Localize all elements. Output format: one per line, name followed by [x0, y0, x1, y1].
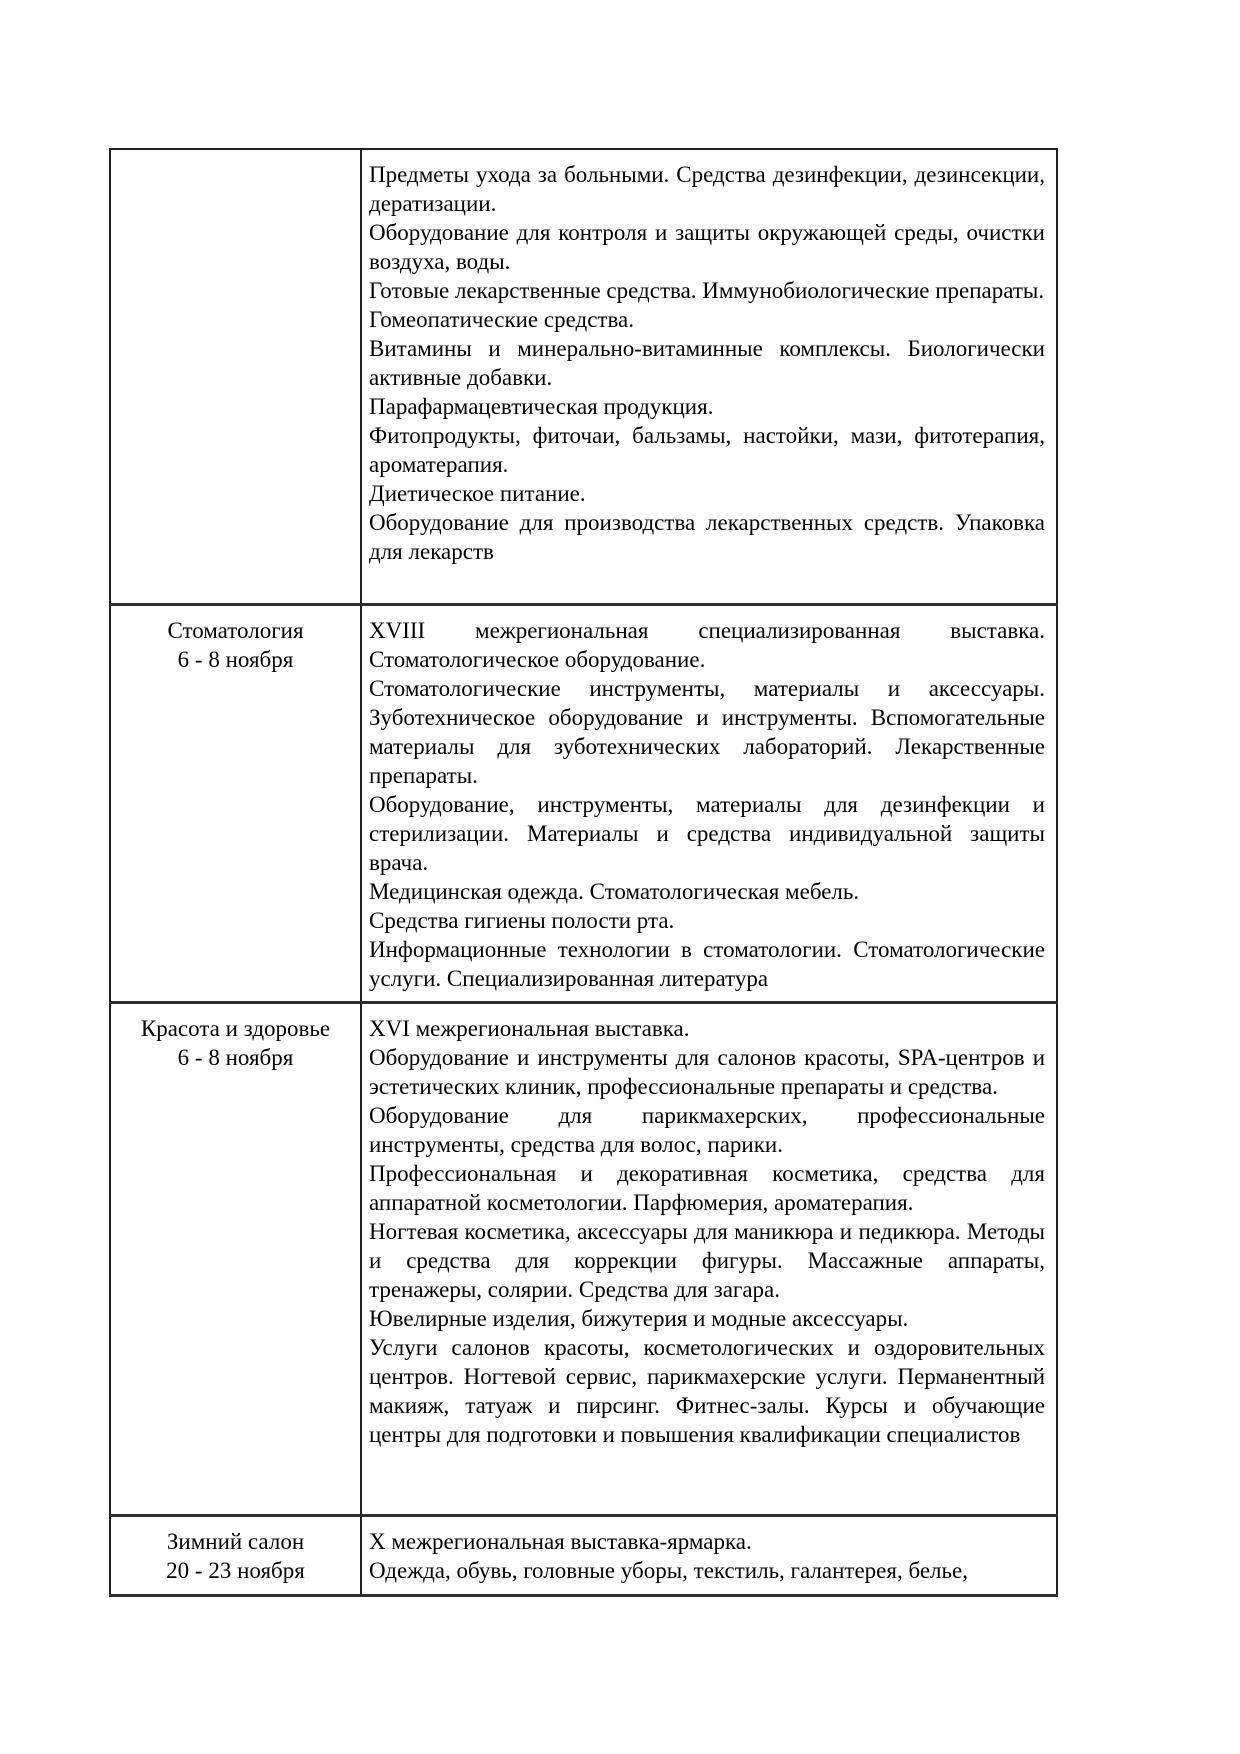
exhibition-title: Красота и здоровье — [140, 1015, 331, 1041]
table-row — [110, 1002, 1057, 1515]
description-paragraph: Фитопродукты, фиточаи, бальзамы, настойки, мази, фитотерапия, ароматерапия. — [369, 423, 1045, 477]
description-paragraph: Ногтевая косметика, аксессуары для маникюра и педикюра. Методы и средства для коррекции фигуры. Массажные аппараты, тренажеры, солярии. Средства для загара. — [369, 1218, 1045, 1302]
description-paragraph: Диетическое питание. — [369, 481, 586, 506]
description-paragraph: Информационные технологии в стоматологии. Стоматологические услуги. Специализированная литература — [369, 936, 1045, 991]
exhibition-description-cell — [361, 1002, 1057, 1515]
exhibition-description-cell — [361, 149, 1057, 604]
description-paragraph: Ювелирные изделия, бижутерия и модные аксессуары. — [369, 1305, 909, 1331]
exhibition-name-cell — [110, 149, 361, 604]
description-paragraph: Профессиональная и декоративная косметика, средства для аппаратной косметологии. Парфюмерия, ароматерапия. — [369, 1160, 1045, 1215]
exhibition-dates: 6 - 8 ноября — [177, 1044, 294, 1070]
description-paragraph: Предметы ухода за больными. Средства дезинфекции, дезинсекции, дератизации. — [369, 162, 1045, 216]
description-paragraph: XVI межрегиональная выставка. — [369, 1015, 690, 1041]
description-paragraph: Медицинская одежда. Стоматологическая мебель. — [369, 878, 860, 904]
exhibition-name-cell — [110, 1515, 361, 1595]
exhibition-title: Зимний салон — [166, 1528, 305, 1554]
description-paragraph: Оборудование для производства лекарственных средств. Упаковка для лекарств — [369, 510, 1045, 564]
exhibition-description-cell — [361, 1515, 1057, 1595]
description-paragraph: Одежда, обувь, головные уборы, текстиль, галантерея, белье, — [369, 1557, 968, 1583]
exhibition-name-cell — [110, 604, 361, 1002]
table-row — [110, 1515, 1057, 1595]
exhibition-dates: 20 - 23 ноября — [166, 1557, 305, 1583]
exhibition-schedule-table — [109, 148, 1058, 1597]
description-paragraph: Оборудование для контроля и защиты окружающей среды, очистки воздуха, воды. — [369, 220, 1045, 274]
description-paragraph: Оборудование для парикмахерских, профессиональные инструменты, средства для волос, парики. — [369, 1102, 1045, 1157]
description-paragraph: Оборудование, инструменты, материалы для дезинфекции и стерилизации. Материалы и средства индивидуальной защиты врача. — [369, 791, 1045, 875]
description-paragraph: XVIII межрегиональная специализированная выставка. Стоматологическое оборудование. — [369, 617, 1045, 672]
description-paragraph: Услуги салонов красоты, косметологических и оздоровительных центров. Ногтевой сервис, парикмахерские услуги. Перманентный макияж, татуаж и пирсинг. Фитнес-залы. Курсы и обучающие центры для подготовки и повышения квалификации специалистов — [369, 1334, 1045, 1447]
description-paragraph: Средства гигиены полости рта. — [369, 907, 675, 933]
table-row — [110, 149, 1057, 604]
exhibition-dates: 6 - 8 ноября — [177, 646, 294, 672]
table-row — [110, 604, 1057, 1002]
description-paragraph: Парафармацевтическая продукция. — [369, 394, 714, 419]
exhibition-description-cell — [361, 604, 1057, 1002]
exhibition-title: Стоматология — [167, 617, 304, 643]
description-paragraph: Гомеопатические средства. — [369, 307, 634, 332]
description-paragraph: Витамины и минерально-витаминные комплексы. Биологически активные добавки. — [369, 336, 1045, 390]
description-paragraph: X межрегиональная выставка-ярмарка. — [369, 1528, 752, 1554]
description-paragraph: Готовые лекарственные средства. Иммунобиологические препараты. — [369, 278, 1045, 303]
description-paragraph: Оборудование и инструменты для салонов красоты, SPA-центров и эстетических клиник, профессиональные препараты и средства. — [369, 1044, 1045, 1099]
description-paragraph: Стоматологические инструменты, материалы и аксессуары. Зуботехническое оборудование и инструменты. Вспомогательные материалы для зуботехнических лабораторий. Лекарственные препараты. — [369, 675, 1045, 788]
exhibition-name-cell — [110, 1002, 361, 1515]
